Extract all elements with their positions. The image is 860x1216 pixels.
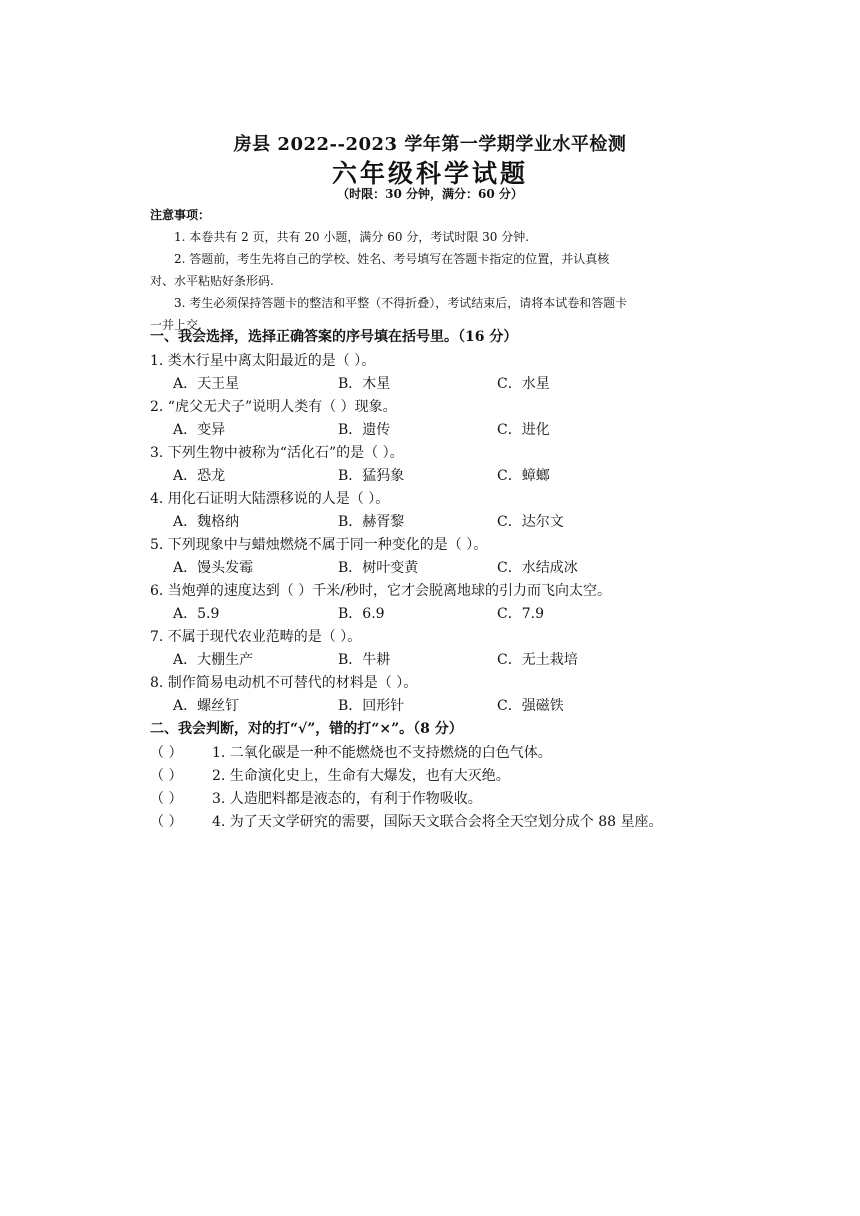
option-a: A．馒头发霉 [173,560,254,576]
option-b: B．树叶变黄 [338,560,419,576]
judge-text: 1. 二氧化碳是一种不能燃烧也不支持燃烧的白色气体。 [212,745,552,761]
option-c: C．达尔文 [497,514,564,530]
judge-item [150,811,663,831]
option-b: B．猛犸象 [338,468,405,484]
judge-item [150,765,510,785]
question-text: 1. 类木行星中离太阳最近的是（ ）。 [150,353,376,369]
option-a: A．5.9 [173,606,220,622]
exam-meta: （时限：30 分钟，满分：60 分） [337,187,523,201]
judge-item [150,742,552,762]
question-text: 7. 不属于现代农业范畴的是（ ）。 [150,629,362,645]
option-c: C．蟑螂 [497,468,550,484]
question-text: 8. 制作简易电动机不可替代的材料是（ ）。 [150,675,418,691]
option-b: B．木星 [338,376,391,392]
answer-blank: （ ） [150,791,183,807]
option-a: A．螺丝钉 [173,698,240,714]
option-c: C．水结成冰 [497,560,578,576]
option-b: B．遗传 [338,422,391,438]
exam-title: 房县 2022--2023 学年第一学期学业水平检测 [233,134,627,155]
answer-blank: （ ） [150,745,183,761]
option-b: B．赫胥黎 [338,514,405,530]
option-c: C．进化 [497,422,550,438]
section-heading: 一、我会选择，选择正确答案的序号填在括号里。（16 分） [150,329,518,345]
option-a: A．变异 [173,422,226,438]
answer-blank: （ ） [150,814,183,830]
option-b: B．回形针 [338,698,405,714]
question-text: 2. “虎父无犬子”说明人类有（ ）现象。 [150,399,397,415]
option-a: A．天王星 [173,376,240,392]
option-a: A．魏格纳 [173,514,240,530]
section-heading: 二、我会判断，对的打“√”，错的打“×”。（8 分） [150,721,463,737]
option-a: A．恐龙 [173,468,226,484]
question-text: 3. 下列生物中被称为“活化石”的是（ ）。 [150,445,404,461]
notes-heading: 注意事项： [150,208,211,222]
question-text: 6. 当炮弹的速度达到（ ）千米/秒时，它才会脱离地球的引力而飞向太空。 [150,583,611,599]
note-item: 3. 考生必须保持答题卡的整洁和平整（不得折叠），考试结束后，请将本试卷和答题卡一并上交. [150,296,628,332]
note-item: 2. 答题前，考生先将自己的学校、姓名、考号填写在答题卡指定的位置，并认真核对、水平粘贴好条形码. [150,252,610,288]
note-item: 1. 本卷共有 2 页，共有 20 小题，满分 60 分，考试时限 30 分钟. [174,230,530,244]
judge-text: 2. 生命演化史上，生命有大爆发，也有大灭绝。 [212,768,510,784]
question-text: 4. 用化石证明大陆漂移说的人是（ ）。 [150,491,390,507]
option-c: C．强磁铁 [497,698,564,714]
judge-text: 4. 为了天文学研究的需要，国际天文联合会将全天空划分成个 88 星座。 [212,814,663,830]
question-text: 5. 下列现象中与蜡烛燃烧不属于同一种变化的是（ ）。 [150,537,488,553]
judge-text: 3. 人造肥料都是液态的，有利于作物吸收。 [212,791,482,807]
option-c: C．7.9 [497,606,544,622]
answer-blank: （ ） [150,768,183,784]
exam-subtitle: 六年级科学试题 [331,159,528,188]
option-b: B．6.9 [338,606,385,622]
option-b: B．牛耕 [338,652,391,668]
option-a: A．大棚生产 [173,652,254,668]
option-c: C．水星 [497,376,550,392]
judge-item [150,788,482,808]
option-c: C．无土栽培 [497,652,578,668]
